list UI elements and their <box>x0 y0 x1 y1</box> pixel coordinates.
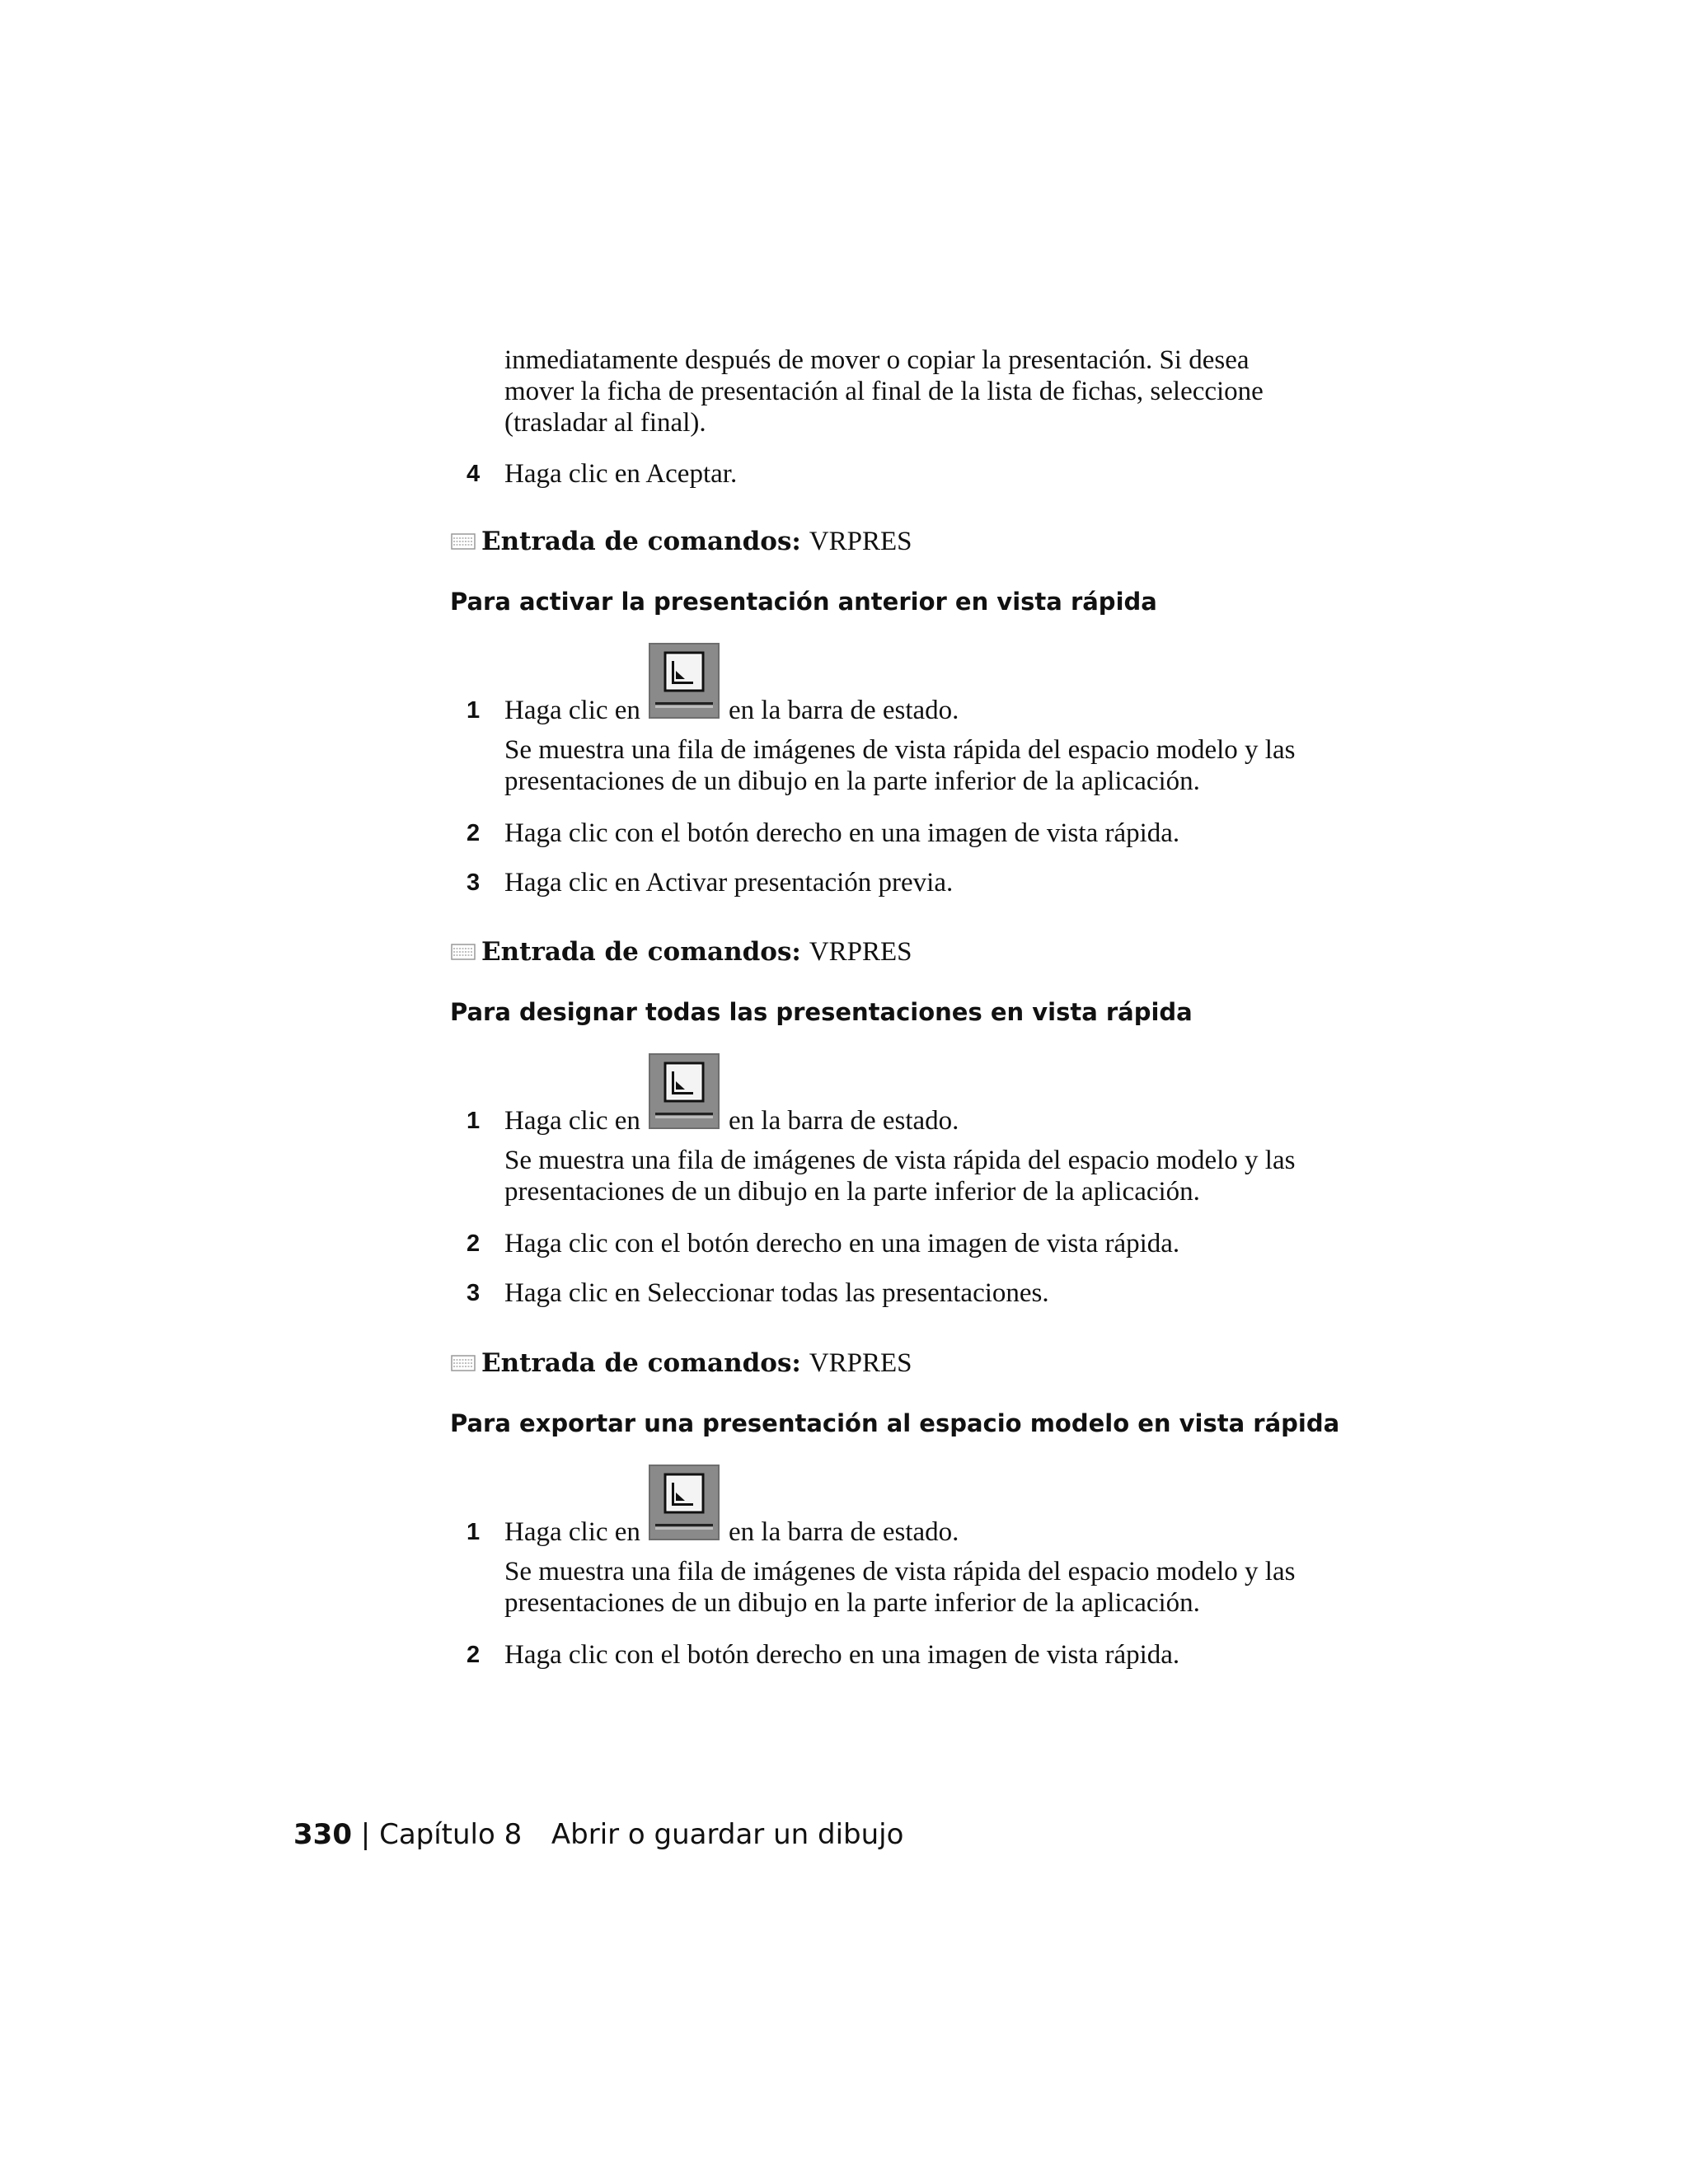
step-text: Haga clic con el botón derecho en una imagen de vista rápida. <box>504 1229 1180 1258</box>
step-number: 3 <box>467 1280 481 1306</box>
step-number: 1 <box>467 1519 481 1545</box>
step-note-line-2: presentaciones de un dibujo en la parte inferior de la aplicación. <box>504 1588 1200 1618</box>
step-number: 1 <box>467 697 481 724</box>
step-number: 4 <box>467 461 481 487</box>
command-entry <box>481 1347 912 1379</box>
step-note-line-2: presentaciones de un dibujo en la parte inferior de la aplicación. <box>504 1177 1200 1207</box>
quick-view-layouts-button-icon <box>649 643 720 719</box>
step-note-line-1: Se muestra una fila de imágenes de vista rápida del espacio modelo y las <box>504 735 1296 765</box>
intro-line-3: (trasladar al final). <box>504 408 706 438</box>
section-heading: Para activar la presentación anterior en vista rápida <box>450 588 1157 616</box>
command-entry <box>481 526 912 557</box>
chapter-label: Capítulo 8 <box>379 1818 523 1851</box>
intro-line-1: inmediatamente después de mover o copiar la presentación. Si desea <box>504 345 1250 375</box>
keyboard-icon <box>451 943 476 961</box>
step-text: Haga clic con el botón derecho en una imagen de vista rápida. <box>504 1640 1180 1670</box>
quick-view-layouts-button-icon <box>649 1465 720 1540</box>
step-number: 1 <box>467 1108 481 1134</box>
quick-view-layouts-button-icon <box>649 1053 720 1129</box>
step-number: 2 <box>467 820 481 846</box>
page-number: 330 <box>293 1818 352 1851</box>
step-text: Haga clic en Activar presentación previa. <box>504 868 954 898</box>
command-entry <box>481 936 912 968</box>
step-number: 2 <box>467 1230 481 1257</box>
section-heading: Para designar todas las presentaciones en vista rápida <box>450 998 1193 1026</box>
step-note-line-1: Se muestra una fila de imágenes de vista rápida del espacio modelo y las <box>504 1557 1296 1586</box>
keyboard-icon <box>451 1354 476 1372</box>
step-text: Haga clic en Aceptar. <box>504 459 738 489</box>
chapter-title: Abrir o guardar un dibujo <box>551 1818 904 1851</box>
step-text-after-icon: en la barra de estado. <box>729 1106 959 1136</box>
footer-separator: | <box>360 1818 371 1851</box>
step-note-line-1: Se muestra una fila de imágenes de vista rápida del espacio modelo y las <box>504 1146 1296 1175</box>
command-label: Entrada de comandos: <box>481 1348 801 1378</box>
step-note-line-2: presentaciones de un dibujo en la parte inferior de la aplicación. <box>504 766 1200 796</box>
step-text-after-icon: en la barra de estado. <box>729 696 959 725</box>
command-value: VRPRES <box>809 1348 912 1378</box>
step-text-before-icon: Haga clic en <box>504 1517 640 1547</box>
command-value: VRPRES <box>809 937 912 967</box>
command-value: VRPRES <box>809 527 912 556</box>
step-text-after-icon: en la barra de estado. <box>729 1517 959 1547</box>
step-number: 3 <box>467 869 481 896</box>
step-text-before-icon: Haga clic en <box>504 696 640 725</box>
step-text: Haga clic en Seleccionar todas las presentaciones. <box>504 1278 1049 1308</box>
page-footer <box>293 1818 903 1851</box>
step-text-before-icon: Haga clic en <box>504 1106 640 1136</box>
step-text: Haga clic con el botón derecho en una imagen de vista rápida. <box>504 818 1180 848</box>
keyboard-icon <box>451 532 476 551</box>
intro-line-2: mover la ficha de presentación al final de la lista de fichas, seleccione <box>504 377 1264 406</box>
command-label: Entrada de comandos: <box>481 527 801 556</box>
step-number: 2 <box>467 1642 481 1668</box>
section-heading: Para exportar una presentación al espacio modelo en vista rápida <box>450 1409 1340 1437</box>
command-label: Entrada de comandos: <box>481 937 801 967</box>
